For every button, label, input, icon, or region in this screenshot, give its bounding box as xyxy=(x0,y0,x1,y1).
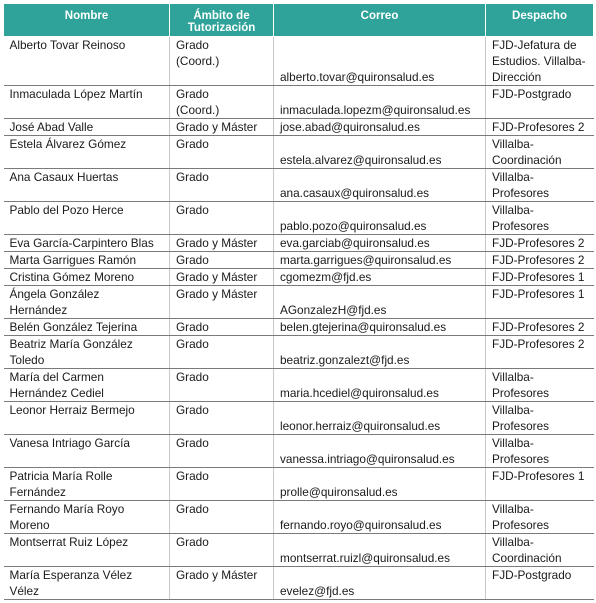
cell-despacho: FJD-Profesores 1 xyxy=(486,286,594,319)
email-link[interactable]: eva.garciab@quironsalud.es xyxy=(280,236,430,250)
cell-nombre: María Esperanza Vélez Vélez xyxy=(4,567,170,600)
table-row xyxy=(4,468,594,501)
email-link[interactable]: alberto.tovar@quironsalud.es xyxy=(280,70,435,84)
email-link[interactable]: beatriz.gonzalezt@fjd.es xyxy=(280,353,410,367)
cell-nombre: José Abad Valle xyxy=(4,119,170,136)
cell-ambito: Grado xyxy=(170,501,274,534)
email-link[interactable]: prolle@quironsalud.es xyxy=(280,485,398,499)
email-link[interactable]: montserrat.ruizl@quironsalud.es xyxy=(280,551,450,565)
cell-ambito: Grado xyxy=(170,435,274,468)
cell-ambito: Grado xyxy=(170,402,274,435)
cell-correo[interactable] xyxy=(274,37,486,86)
cell-correo[interactable] xyxy=(274,468,486,501)
cell-ambito: Grado xyxy=(170,169,274,202)
table-row xyxy=(4,37,594,86)
table-row xyxy=(4,86,594,119)
cell-correo[interactable] xyxy=(274,402,486,435)
header-nombre: Nombre xyxy=(4,4,170,37)
cell-correo[interactable] xyxy=(274,435,486,468)
cell-despacho: Villalba- Profesores xyxy=(486,435,594,468)
header-ambito: Ámbito de Tutorización xyxy=(170,4,274,37)
cell-nombre: Patricia María Rolle Fernández xyxy=(4,468,170,501)
table-row xyxy=(4,369,594,402)
cell-nombre: Estela Álvarez Gómez xyxy=(4,136,170,169)
email-link[interactable]: fernando.royo@quironsalud.es xyxy=(280,518,442,532)
tutors-table xyxy=(3,3,594,600)
table-row xyxy=(4,269,594,286)
email-link[interactable]: estela.alvarez@quironsalud.es xyxy=(280,153,442,167)
cell-despacho: FJD-Jefatura de Estudios. Villalba- Dirección xyxy=(486,37,594,86)
email-link[interactable]: evelez@fjd.es xyxy=(280,584,355,598)
header-correo: Correo xyxy=(274,4,486,37)
email-link[interactable]: marta.garrigues@quironsalud.es xyxy=(280,253,452,267)
cell-despacho: Villalba- Profesores xyxy=(486,402,594,435)
cell-nombre: Ángela González Hernández xyxy=(4,286,170,319)
table-row xyxy=(4,336,594,369)
cell-nombre: Belén González Tejerina xyxy=(4,319,170,336)
cell-despacho: FJD-Profesores 2 xyxy=(486,235,594,252)
email-link[interactable]: cgomezm@fjd.es xyxy=(280,270,372,284)
cell-nombre: Leonor Herraiz Bermejo xyxy=(4,402,170,435)
cell-nombre: Pablo del Pozo Herce xyxy=(4,202,170,235)
header-despacho: Despacho xyxy=(486,4,594,37)
cell-ambito: Grado y Máster xyxy=(170,286,274,319)
cell-ambito: Grado xyxy=(170,336,274,369)
cell-despacho: FJD-Postgrado xyxy=(486,567,594,600)
cell-correo[interactable] xyxy=(274,169,486,202)
cell-despacho: Villalba- Profesores xyxy=(486,169,594,202)
cell-correo[interactable] xyxy=(274,534,486,567)
table-row xyxy=(4,286,594,319)
cell-ambito: Grado xyxy=(170,136,274,169)
cell-correo[interactable] xyxy=(274,86,486,119)
cell-ambito: Grado (Coord.) xyxy=(170,86,274,119)
cell-despacho: Villalba- Profesores xyxy=(486,369,594,402)
email-link[interactable]: maria.hcediel@quironsalud.es xyxy=(280,386,439,400)
table-row xyxy=(4,252,594,269)
email-link[interactable]: belen.gtejerina@quironsalud.es xyxy=(280,320,447,334)
cell-nombre: Vanesa Intriago García xyxy=(4,435,170,468)
email-link[interactable]: ana.casaux@quironsalud.es xyxy=(280,186,430,200)
table-row xyxy=(4,119,594,136)
cell-correo[interactable] xyxy=(274,136,486,169)
cell-correo[interactable] xyxy=(274,567,486,600)
cell-correo[interactable] xyxy=(274,369,486,402)
cell-ambito: Grado xyxy=(170,534,274,567)
cell-correo[interactable] xyxy=(274,235,486,252)
cell-ambito: Grado (Coord.) xyxy=(170,37,274,86)
cell-nombre: Alberto Tovar Reinoso xyxy=(4,37,170,86)
cell-ambito: Grado xyxy=(170,252,274,269)
table-row xyxy=(4,202,594,235)
email-link[interactable]: pablo.pozo@quironsalud.es xyxy=(280,219,427,233)
table-body xyxy=(4,37,594,600)
cell-despacho: FJD-Profesores 2 xyxy=(486,336,594,369)
table-row xyxy=(4,567,594,600)
cell-despacho: Villalba- Profesores xyxy=(486,501,594,534)
cell-nombre: Fernando María Royo Moreno xyxy=(4,501,170,534)
cell-despacho: FJD-Postgrado xyxy=(486,86,594,119)
cell-despacho: FJD-Profesores 2 xyxy=(486,252,594,269)
table-header-row xyxy=(4,4,594,37)
cell-correo[interactable] xyxy=(274,252,486,269)
cell-nombre: María del Carmen Hernández Cediel xyxy=(4,369,170,402)
table-row xyxy=(4,402,594,435)
cell-correo[interactable] xyxy=(274,336,486,369)
email-link[interactable]: inmaculada.lopezm@quironsalud.es xyxy=(280,103,471,117)
cell-nombre: Eva García-Carpintero Blas xyxy=(4,235,170,252)
table-row xyxy=(4,235,594,252)
cell-ambito: Grado xyxy=(170,319,274,336)
cell-nombre: Marta Garrigues Ramón xyxy=(4,252,170,269)
cell-ambito: Grado y Máster xyxy=(170,269,274,286)
table-row xyxy=(4,501,594,534)
table-row xyxy=(4,435,594,468)
cell-correo[interactable] xyxy=(274,319,486,336)
email-link[interactable]: leonor.herraiz@quironsalud.es xyxy=(280,419,441,433)
cell-despacho: FJD-Profesores 2 xyxy=(486,319,594,336)
cell-despacho: Villalba- Coordinación xyxy=(486,534,594,567)
cell-ambito: Grado y Máster xyxy=(170,567,274,600)
cell-correo[interactable] xyxy=(274,286,486,319)
email-link[interactable]: vanessa.intriago@quironsalud.es xyxy=(280,452,455,466)
table-row xyxy=(4,319,594,336)
cell-correo[interactable] xyxy=(274,269,486,286)
table-row xyxy=(4,169,594,202)
cell-nombre: Ana Casaux Huertas xyxy=(4,169,170,202)
cell-despacho: FJD-Profesores 1 xyxy=(486,269,594,286)
cell-despacho: FJD-Profesores 2 xyxy=(486,119,594,136)
cell-correo[interactable] xyxy=(274,202,486,235)
cell-nombre: Montserrat Ruiz López xyxy=(4,534,170,567)
cell-despacho: Villalba- Profesores xyxy=(486,202,594,235)
cell-despacho: Villalba- Coordinación xyxy=(486,136,594,169)
cell-ambito: Grado y Máster xyxy=(170,235,274,252)
cell-correo[interactable] xyxy=(274,501,486,534)
table-row xyxy=(4,136,594,169)
email-link[interactable]: jose.abad@quironsalud.es xyxy=(280,120,420,134)
cell-ambito: Grado y Máster xyxy=(170,119,274,136)
cell-nombre: Cristina Gómez Moreno xyxy=(4,269,170,286)
cell-ambito: Grado xyxy=(170,468,274,501)
cell-despacho: FJD-Profesores 1 xyxy=(486,468,594,501)
cell-correo[interactable] xyxy=(274,119,486,136)
table-row xyxy=(4,534,594,567)
cell-nombre: Inmaculada López Martín xyxy=(4,86,170,119)
cell-ambito: Grado xyxy=(170,202,274,235)
cell-ambito: Grado xyxy=(170,369,274,402)
cell-nombre: Beatriz María González Toledo xyxy=(4,336,170,369)
email-link[interactable]: AGonzalezH@fjd.es xyxy=(280,303,387,317)
